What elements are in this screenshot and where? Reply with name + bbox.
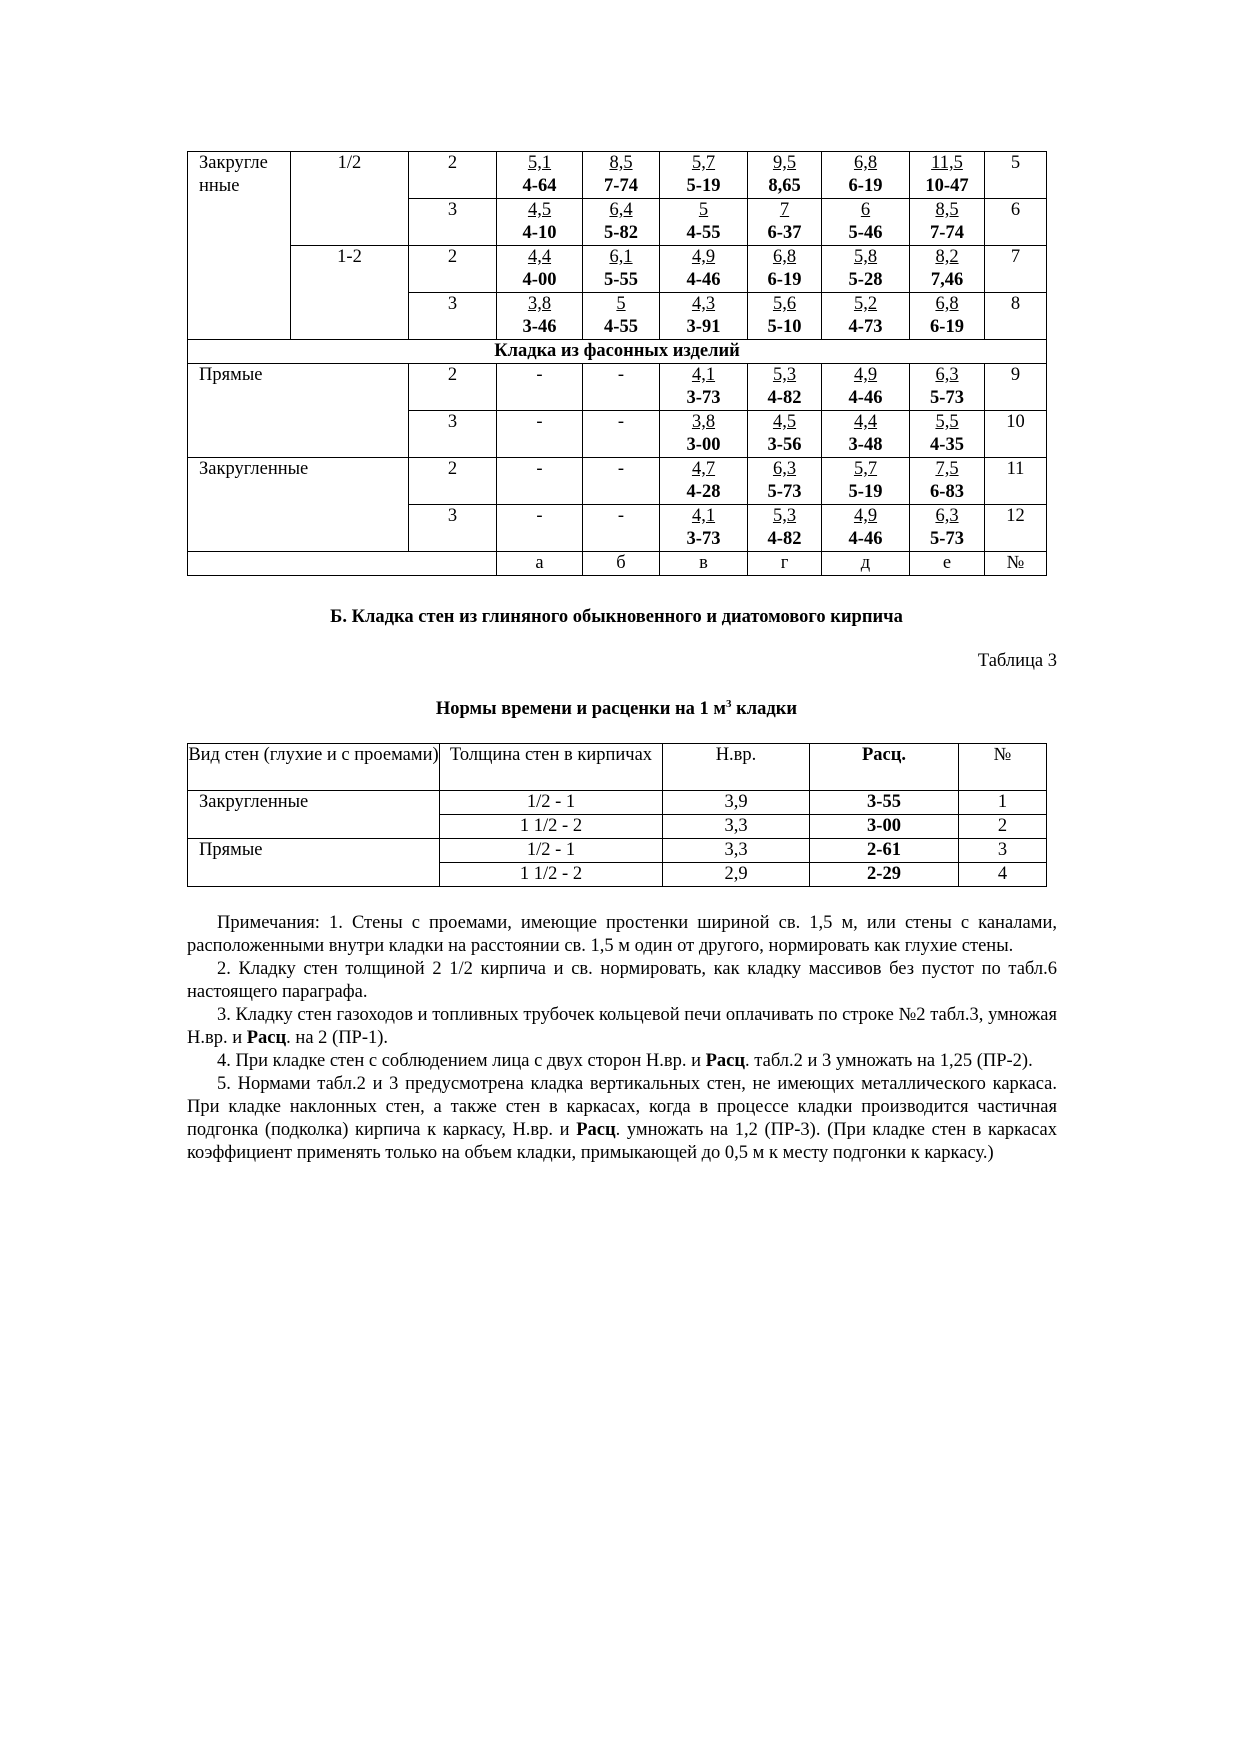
row-number-cell: 12 <box>985 505 1047 552</box>
value-cell: - <box>497 364 583 411</box>
value-cell: 5 4-55 <box>660 199 748 246</box>
value-cell: 4,9 4-46 <box>660 246 748 293</box>
value-cell: 6,4 5-82 <box>583 199 660 246</box>
layers-cell: 2 <box>409 152 497 199</box>
footer-empty-cell <box>188 552 497 576</box>
value-cell: - <box>583 505 660 552</box>
norms-title: Нормы времени и расценки на 1 $м^3$ кладки <box>435 697 798 719</box>
table-row <box>188 458 1047 505</box>
value-cell: 4,9 4-46 <box>822 364 910 411</box>
thickness-cell: 1-2 <box>291 246 409 340</box>
value-cell: 5,1 4-64 <box>497 152 583 199</box>
thickness-cell: 1/2 - 1 <box>440 791 663 815</box>
note-2: 2. Кладку стен толщиной 2 1/2 кирпича и св. нормировать, как кладку массивов без пустот по табл.6 настоящего параграфа. <box>187 959 1057 1002</box>
value-cell: 4,1 3-73 <box>660 364 748 411</box>
rate-cell: 3-55 <box>810 791 959 815</box>
column-letter-cell: б <box>583 552 660 576</box>
value-cell: 6,3 5-73 <box>748 458 822 505</box>
value-cell: 6,8 6-19 <box>748 246 822 293</box>
time-norm-cell: 3,3 <box>663 815 810 839</box>
table-row <box>188 246 1047 293</box>
column-letter-cell: е <box>910 552 985 576</box>
note-3: 3. Кладку стен газоходов и топливных трубочек кольцевой печи оплачивать по строке №2 табл.3, умножая Н.вр. и Расц. на 2 (ПР-1). <box>187 1005 1057 1048</box>
column-letter-cell: д <box>822 552 910 576</box>
notes-block <box>187 912 1057 1165</box>
value-cell: 4,5 4-10 <box>497 199 583 246</box>
value-cell: - <box>497 411 583 458</box>
row-number-cell: 5 <box>985 152 1047 199</box>
value-cell: 6,8 6-19 <box>822 152 910 199</box>
section-title-cell: Кладка из фасонных изделий <box>188 340 1047 364</box>
row-number-cell: 3 <box>959 839 1047 863</box>
value-cell: 4,3 3-91 <box>660 293 748 340</box>
section-b-title: Б. Кладка стен из глиняного обыкновенного и диатомового кирпича <box>330 607 903 627</box>
table-row <box>188 364 1047 411</box>
thickness-cell: 1 1/2 - 2 <box>440 815 663 839</box>
layers-cell: 2 <box>409 246 497 293</box>
wall-kind-cell: Закругленные <box>188 791 440 839</box>
header-cell: Расц. <box>810 744 959 791</box>
wall-type-cell: Закругленные <box>188 458 409 552</box>
header-cell: Н.вр. <box>663 744 810 791</box>
table-row <box>188 839 1047 863</box>
time-norm-cell: 2,9 <box>663 863 810 887</box>
value-cell: 3,8 3-00 <box>660 411 748 458</box>
row-number-cell: 1 <box>959 791 1047 815</box>
table-row <box>188 152 1047 199</box>
value-cell: 5,2 4-73 <box>822 293 910 340</box>
value-cell: 6,3 5-73 <box>910 505 985 552</box>
row-number-cell: 10 <box>985 411 1047 458</box>
layers-cell: 3 <box>409 199 497 246</box>
table-row <box>188 791 1047 815</box>
value-cell: 5,5 4-35 <box>910 411 985 458</box>
row-number-cell: 2 <box>959 815 1047 839</box>
layers-cell: 2 <box>409 364 497 411</box>
rate-cell: 3-00 <box>810 815 959 839</box>
note-1: Примечания: 1. Стены с проемами, имеющие простенки шириной св. 1,5 м, или стены с каналами, расположенными внутри кладки на расстоянии св. 1,5 м один от другого, нормировать как глухие стены. <box>187 913 1057 956</box>
value-cell: 4,4 3-48 <box>822 411 910 458</box>
table-header-row <box>188 744 1047 791</box>
note-5: 5. Нормами табл.2 и 3 предусмотрена кладка вертикальных стен, не имеющих металлического каркаса. При кладке наклонных стен, а также стен в каркасах, когда в процессе кладки производится частичная подгонка (подколка) кирпича к каркасу, Н.вр. и Расц. умножать на 1,2 (ПР-3). (При кладке стен в каркасах коэффициент применять только на объем кладки, примыкающей до 0,5 м к месту подгонки к каркасу.) <box>187 1074 1057 1163</box>
wall-type-cell: Закругле нные <box>188 152 291 340</box>
column-letter-cell: в <box>660 552 748 576</box>
rate-cell: 2-29 <box>810 863 959 887</box>
table-section-row <box>188 340 1047 364</box>
value-cell: 4,9 4-46 <box>822 505 910 552</box>
value-cell: 5,7 5-19 <box>660 152 748 199</box>
norms-table-continuation <box>187 151 1047 576</box>
row-number-cell: 8 <box>985 293 1047 340</box>
value-cell: 4,1 3-73 <box>660 505 748 552</box>
value-cell: 4,4 4-00 <box>497 246 583 293</box>
layers-cell: 3 <box>409 293 497 340</box>
time-norm-cell: 3,3 <box>663 839 810 863</box>
value-cell: - <box>583 364 660 411</box>
table-footer-row <box>188 552 1047 576</box>
value-cell: 5,6 5-10 <box>748 293 822 340</box>
value-cell: 5,3 4-82 <box>748 505 822 552</box>
table-3-label: Таблица 3 <box>977 651 1057 671</box>
value-cell: 5 4-55 <box>583 293 660 340</box>
value-cell: 6,1 5-55 <box>583 246 660 293</box>
header-cell: Вид стен (глухие и с проемами) <box>188 744 440 791</box>
row-number-cell: 9 <box>985 364 1047 411</box>
row-number-cell: 6 <box>985 199 1047 246</box>
row-number-cell: 7 <box>985 246 1047 293</box>
value-cell: 8,5 7-74 <box>583 152 660 199</box>
layers-cell: 2 <box>409 458 497 505</box>
note-4: 4. При кладке стен с соблюдением лица с двух сторон Н.вр. и Расц. табл.2 и 3 умножать на 1,25 (ПР-2). <box>217 1051 1033 1071</box>
value-cell: 5,7 5-19 <box>822 458 910 505</box>
thickness-cell: 1 1/2 - 2 <box>440 863 663 887</box>
row-number-cell: 11 <box>985 458 1047 505</box>
value-cell: 6,8 6-19 <box>910 293 985 340</box>
column-letter-cell: а <box>497 552 583 576</box>
value-cell: 5,3 4-82 <box>748 364 822 411</box>
layers-cell: 3 <box>409 411 497 458</box>
rate-cell: 2-61 <box>810 839 959 863</box>
value-cell: 4,5 3-56 <box>748 411 822 458</box>
header-cell: № <box>959 744 1047 791</box>
wall-type-cell: Прямые <box>188 364 409 458</box>
value-cell: 6 5-46 <box>822 199 910 246</box>
value-cell: - <box>497 458 583 505</box>
time-norm-cell: 3,9 <box>663 791 810 815</box>
value-cell: 5,8 5-28 <box>822 246 910 293</box>
value-cell: 11,5 10-47 <box>910 152 985 199</box>
value-cell: 8,2 7,46 <box>910 246 985 293</box>
column-letter-cell: № <box>985 552 1047 576</box>
value-cell: 7,5 6-83 <box>910 458 985 505</box>
value-cell: 9,5 8,65 <box>748 152 822 199</box>
thickness-cell: 1/2 <box>291 152 409 246</box>
layers-cell: 3 <box>409 505 497 552</box>
header-cell: Толщина стен в кирпичах <box>440 744 663 791</box>
value-cell: 8,5 7-74 <box>910 199 985 246</box>
column-letter-cell: г <box>748 552 822 576</box>
value-cell: - <box>583 411 660 458</box>
table-3 <box>187 743 1047 887</box>
value-cell: - <box>497 505 583 552</box>
wall-kind-cell: Прямые <box>188 839 440 887</box>
value-cell: 7 6-37 <box>748 199 822 246</box>
row-number-cell: 4 <box>959 863 1047 887</box>
value-cell: 4,7 4-28 <box>660 458 748 505</box>
value-cell: - <box>583 458 660 505</box>
value-cell: 3,8 3-46 <box>497 293 583 340</box>
value-cell: 6,3 5-73 <box>910 364 985 411</box>
thickness-cell: 1/2 - 1 <box>440 839 663 863</box>
